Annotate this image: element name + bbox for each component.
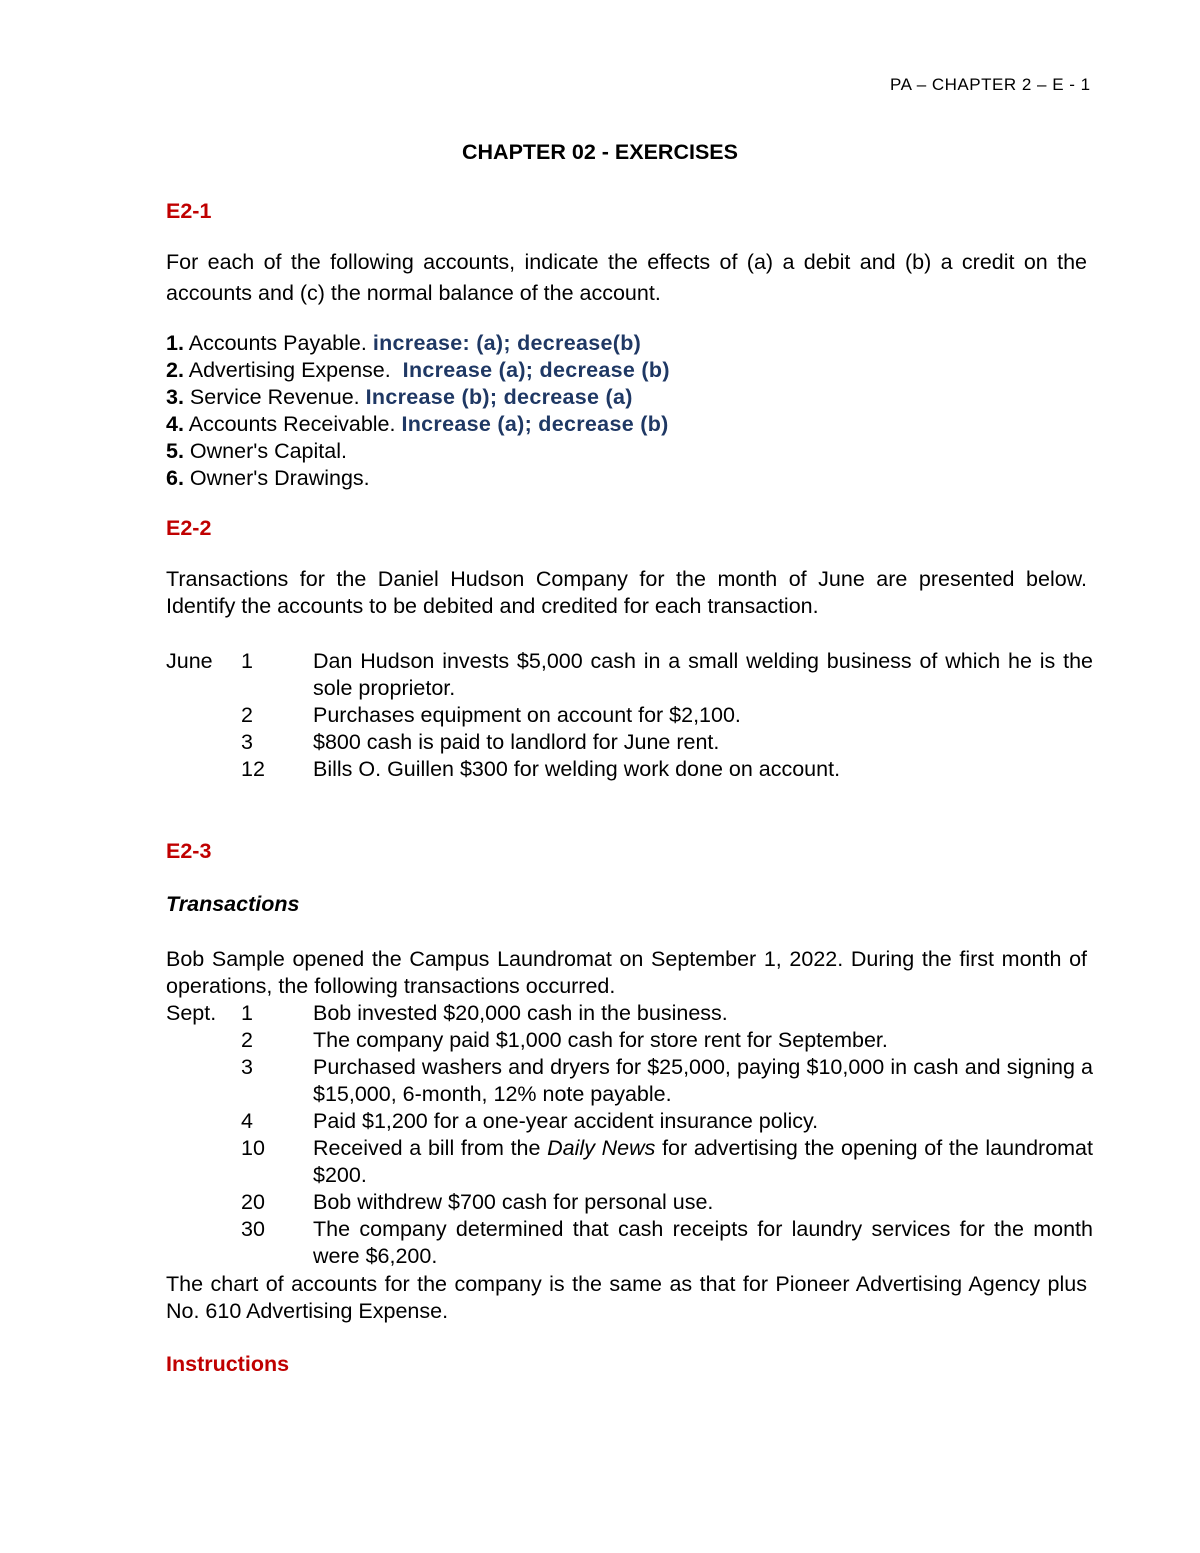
answer-text: increase: (a); decrease(b) xyxy=(372,331,642,355)
e2-3-subheading: Transactions xyxy=(166,892,300,916)
list-item: 1. Accounts Payable. increase: (a); decrease(b) xyxy=(166,331,642,355)
answer-text: Increase (a); decrease (b) xyxy=(402,358,670,382)
e2-2-transactions-table xyxy=(166,648,1093,783)
section-title-e2-2: E2-2 xyxy=(166,516,212,540)
e2-3-intro: Bob Sample opened the Campus Laundromat on September 1, 2022. During the first month of operations, the following transactions occurred. xyxy=(166,947,1087,998)
table-row: 20 Bob withdrew $700 cash for personal use. xyxy=(241,1190,714,1214)
section-title-instructions: Instructions xyxy=(166,1352,290,1376)
e2-3-closing-note: The chart of accounts for the company is the same as that for Pioneer Advertising Agency plus No. 610 Advertising Expense. xyxy=(166,1272,1087,1323)
e2-2-intro: Transactions for the Daniel Hudson Company for the month of June are presented below. Identify the accounts to be debited and credited for each transaction. xyxy=(166,567,1087,618)
answer-text: Increase (a); decrease (b) xyxy=(401,412,669,436)
table-row: 30 The company determined that cash receipts for laundry services for the month were $6,200. xyxy=(241,1217,1093,1268)
table-row: 2 The company paid $1,000 cash for store rent for September. xyxy=(241,1028,888,1052)
table-row: 3 $800 cash is paid to landlord for June rent. xyxy=(241,730,720,754)
e2-1-account-list xyxy=(166,330,670,492)
list-item: 6. Owner's Drawings. xyxy=(166,466,370,490)
list-item: 2. Advertising Expense. Increase (a); decrease (b) xyxy=(166,358,670,382)
table-row: 3 Purchased washers and dryers for $25,000, paying $10,000 in cash and signing a $15,000, 6-month, 12% note payable. xyxy=(241,1055,1093,1106)
document-title: CHAPTER 02 - EXERCISES xyxy=(462,140,738,164)
answer-text: Increase (b); decrease (a) xyxy=(365,385,633,409)
table-row: 12 Bills O. Guillen $300 for welding work done on account. xyxy=(241,757,841,781)
table-row: 2 Purchases equipment on account for $2,100. xyxy=(241,703,741,727)
e2-3-transactions-table xyxy=(166,1000,1093,1270)
table-row: 4 Paid $1,200 for a one-year accident insurance policy. xyxy=(241,1109,819,1133)
section-title-e2-1: E2-1 xyxy=(166,199,212,223)
table-row: Sept. 1 Bob invested $20,000 cash in the business. xyxy=(166,1001,728,1025)
list-item: 4. Accounts Receivable. Increase (a); decrease (b) xyxy=(166,412,669,436)
page-header: PA – CHAPTER 2 – E - 1 xyxy=(890,75,1091,94)
table-row: 10 Received a bill from the Daily News for advertising the opening of the laundromat $200. xyxy=(241,1136,1093,1187)
table-row: June 1 Dan Hudson invests $5,000 cash in a small welding business of which he is the sole proprietor. xyxy=(166,649,1093,700)
list-item: 3. Service Revenue. Increase (b); decrease (a) xyxy=(166,385,633,409)
e2-1-intro: For each of the following accounts, indicate the effects of (a) a debit and (b) a credit on the accounts and (c) the normal balance of the account. xyxy=(166,250,1087,305)
list-item: 5. Owner's Capital. xyxy=(166,439,347,463)
section-title-e2-3: E2-3 xyxy=(166,839,212,863)
